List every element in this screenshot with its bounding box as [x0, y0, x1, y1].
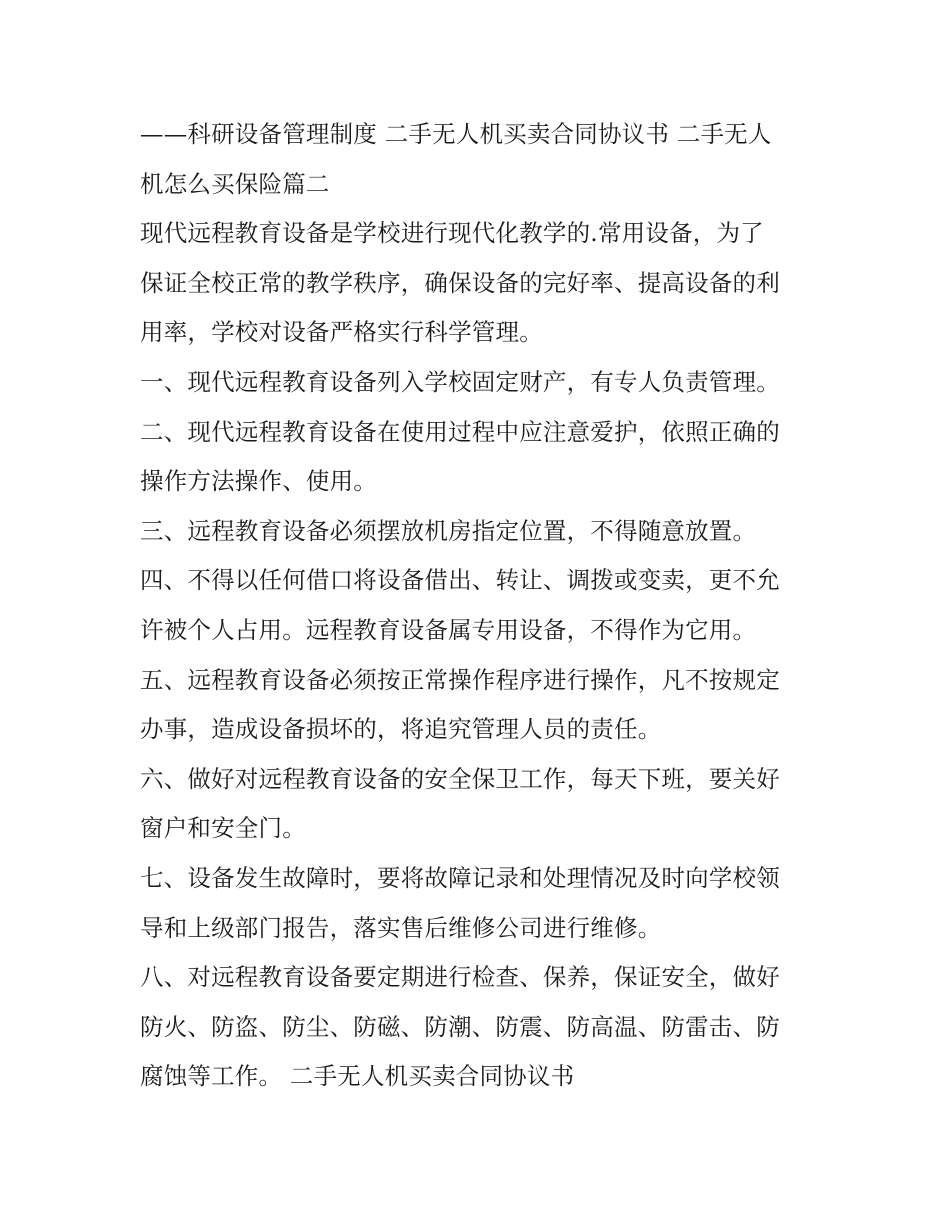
- paragraph-line: 保证全校正常的教学秩序，确保设备的完好率、提高设备的利: [140, 268, 780, 297]
- paragraph-line: 用率，学校对设备严格实行科学管理。: [140, 318, 543, 347]
- paragraph-line: 七、设备发生故障时，要将故障记录和处理情况及时向学校领: [140, 863, 780, 892]
- rule-2: [140, 408, 818, 507]
- paragraph-line: 现代远程教育设备是学校进行现代化教学的.常用设备，为了: [140, 219, 764, 248]
- title-line: ——科研设备管理制度 二手无人机买卖合同协议书 二手无人: [140, 120, 772, 148]
- rule-3: [140, 507, 818, 557]
- paragraph-line: 窗户和安全门。: [140, 814, 306, 843]
- paragraph-line: 八、对远程教育设备要定期进行检查、保养，保证安全，做好: [140, 963, 780, 992]
- rule-6: [140, 755, 818, 854]
- paragraph-line: 导和上级部门报告，落实售后维修公司进行维修。: [140, 913, 662, 942]
- intro-paragraph: [140, 209, 818, 358]
- paragraph-line: 防火、防盗、防尘、防磁、防潮、防震、防高温、防雷击、防: [140, 1012, 780, 1041]
- paragraph-line: 许被个人占用。远程教育设备属专用设备，不得作为它用。: [140, 615, 757, 644]
- document-title: [140, 110, 818, 209]
- title-line: 机怎么买保险篇二: [140, 169, 330, 198]
- rule-8: [140, 953, 818, 1102]
- rule-1: [140, 358, 818, 408]
- paragraph-line: 一、现代远程教育设备列入学校固定财产，有专人负责管理。: [140, 367, 780, 396]
- paragraph-line: 二、现代远程教育设备在使用过程中应注意爱护，依照正确的: [140, 417, 780, 446]
- paragraph-line: 操作方法操作、使用。: [140, 467, 377, 496]
- paragraph-line: 三、远程教育设备必须摆放机房指定位置，不得随意放置。: [140, 516, 757, 545]
- rule-4: [140, 556, 818, 655]
- document-body: [140, 110, 818, 1102]
- paragraph-line: 四、不得以任何借口将设备借出、转让、调拨或变卖，更不允: [140, 566, 780, 595]
- rule-5: [140, 656, 818, 755]
- rule-7: [140, 854, 818, 953]
- paragraph-line: 办事，造成设备损坏的，将追究管理人员的责任。: [140, 715, 662, 744]
- paragraph-line: 五、远程教育设备必须按正常操作程序进行操作，凡不按规定: [140, 665, 780, 694]
- paragraph-line: 腐蚀等工作。 二手无人机买卖合同协议书: [140, 1062, 575, 1091]
- paragraph-line: 六、做好对远程教育设备的安全保卫工作，每天下班，要关好: [140, 764, 780, 793]
